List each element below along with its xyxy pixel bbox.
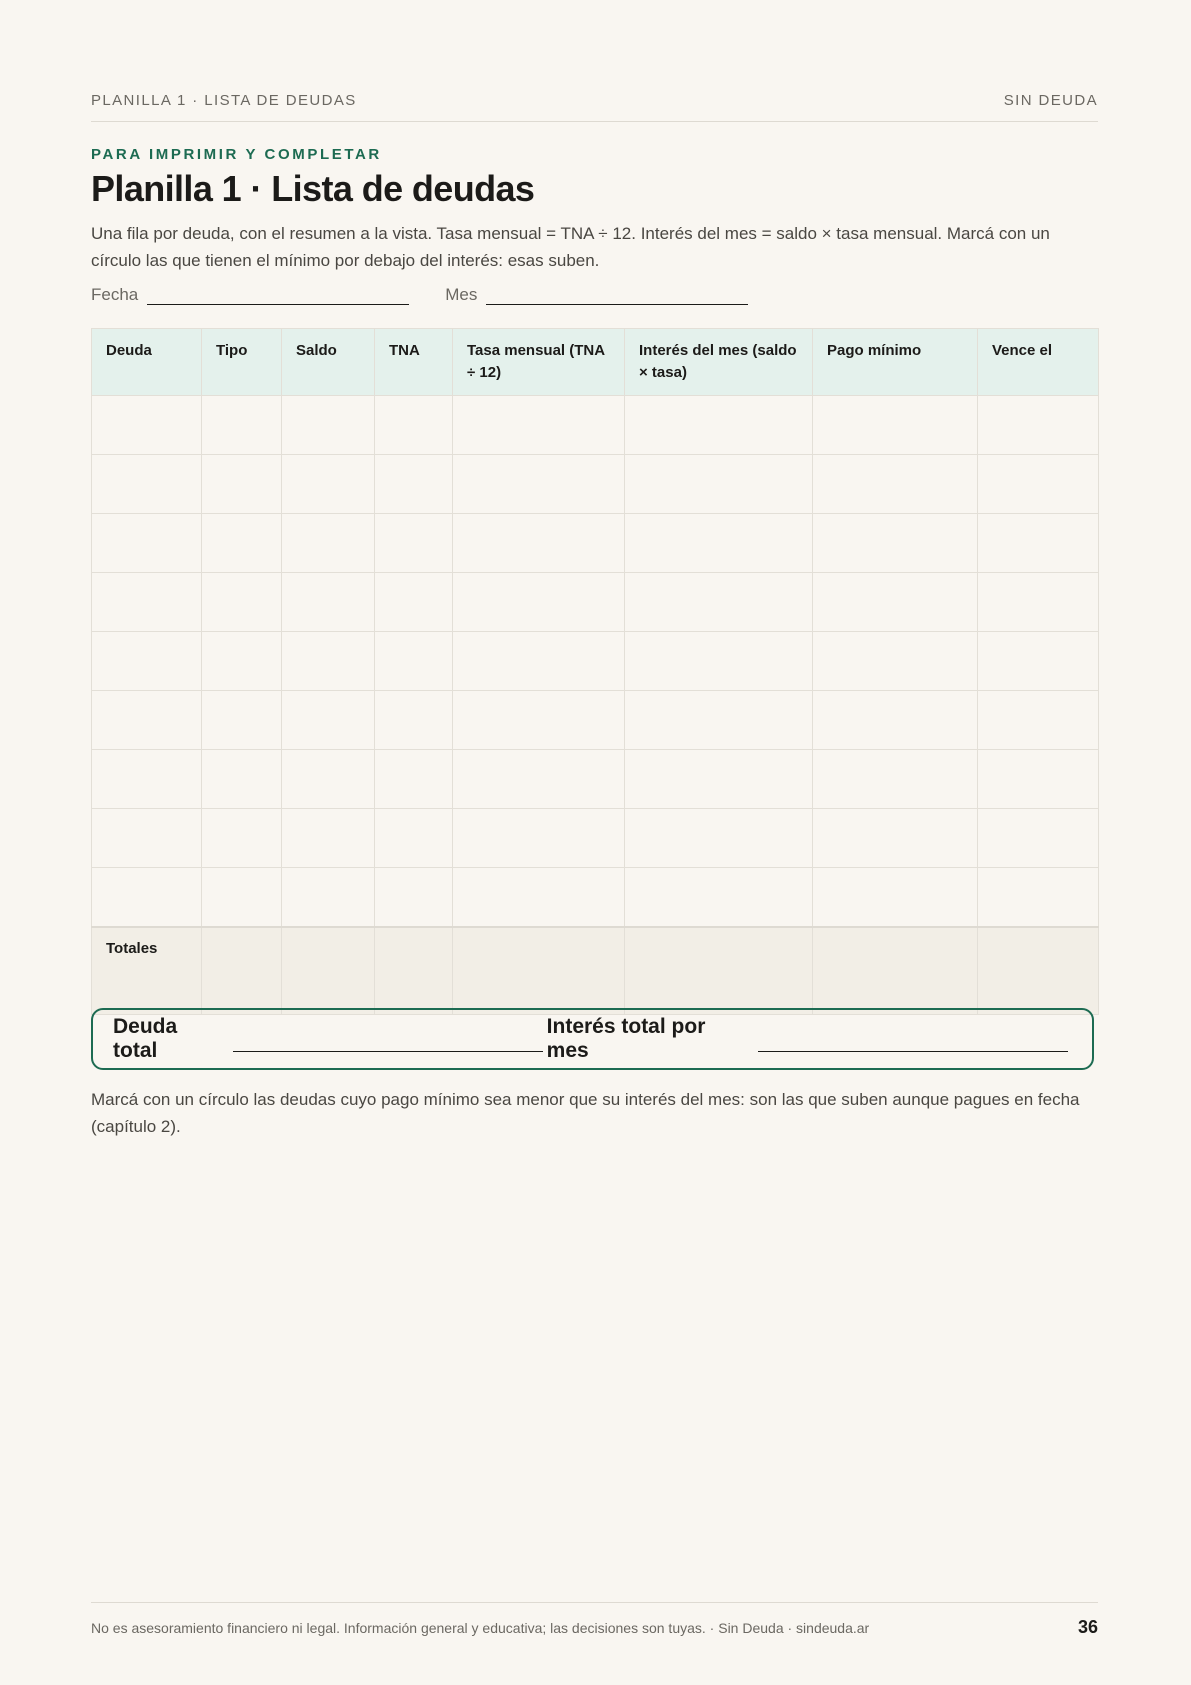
col-header-interes-mes: Interés del mes (saldo × tasa) <box>625 329 813 396</box>
totals-cell[interactable] <box>453 927 625 1015</box>
table-cell[interactable] <box>202 750 282 809</box>
table-cell[interactable] <box>92 691 202 750</box>
table-cell[interactable] <box>282 868 375 928</box>
table-cell[interactable] <box>282 750 375 809</box>
table-row <box>92 750 1099 809</box>
table-cell[interactable] <box>375 455 453 514</box>
table-cell[interactable] <box>453 514 625 573</box>
table-cell[interactable] <box>375 573 453 632</box>
table-cell[interactable] <box>813 809 978 868</box>
table-cell[interactable] <box>375 750 453 809</box>
table-cell[interactable] <box>375 632 453 691</box>
totals-label: Totales <box>92 927 202 1015</box>
table-cell[interactable] <box>625 455 813 514</box>
table-row <box>92 809 1099 868</box>
page <box>91 0 1098 1685</box>
totals-cell[interactable] <box>375 927 453 1015</box>
summary-box <box>91 1008 1094 1070</box>
running-header-left: PLANILLA 1 · LISTA DE DEUDAS <box>91 92 357 109</box>
table-cell[interactable] <box>202 632 282 691</box>
footer-disclaimer: No es asesoramiento financiero ni legal. Información general y educativa; las decisiones son tuyas. · Sin Deuda · sindeuda.ar <box>91 1619 870 1636</box>
table-cell[interactable] <box>813 691 978 750</box>
table-header-row <box>92 329 1099 396</box>
totals-row <box>92 927 1099 1015</box>
table-cell[interactable] <box>978 809 1099 868</box>
table-cell[interactable] <box>813 750 978 809</box>
table-cell[interactable] <box>453 632 625 691</box>
table-body <box>92 396 1099 1015</box>
table-cell[interactable] <box>92 632 202 691</box>
table-cell[interactable] <box>92 573 202 632</box>
table-row <box>92 868 1099 928</box>
intro-text: Una fila por deuda, con el resumen a la vista. Tasa mensual = TNA ÷ 12. Interés del mes = saldo × tasa mensual. Marcá con un círculo las que tienen el mínimo por debajo del interés: esas suben. <box>91 224 1050 270</box>
col-header-pago-minimo: Pago mínimo <box>813 329 978 396</box>
deuda-total-label: Deuda total <box>113 1015 178 1062</box>
table-cell[interactable] <box>625 750 813 809</box>
col-header-deuda: Deuda <box>92 329 202 396</box>
interes-total-label: Interés total por mes <box>546 1015 706 1062</box>
table-cell[interactable] <box>202 573 282 632</box>
table-cell[interactable] <box>375 809 453 868</box>
interes-total-blank[interactable] <box>758 1027 1068 1052</box>
table-cell[interactable] <box>282 809 375 868</box>
col-header-saldo: Saldo <box>282 329 375 396</box>
table-cell[interactable] <box>978 750 1099 809</box>
table-cell[interactable] <box>282 632 375 691</box>
table-cell[interactable] <box>978 514 1099 573</box>
table-row <box>92 691 1099 750</box>
page-number: 36 <box>1077 1617 1098 1637</box>
table-cell[interactable] <box>625 632 813 691</box>
table-cell[interactable] <box>282 455 375 514</box>
running-header <box>91 92 1098 122</box>
table-row <box>92 455 1099 514</box>
table-cell[interactable] <box>813 868 978 928</box>
table-cell[interactable] <box>375 691 453 750</box>
table-cell[interactable] <box>92 809 202 868</box>
table-cell[interactable] <box>282 514 375 573</box>
totals-cell[interactable] <box>625 927 813 1015</box>
debts-table-wrap <box>91 328 1098 1015</box>
table-cell[interactable] <box>282 573 375 632</box>
table-cell[interactable] <box>978 632 1099 691</box>
table-cell[interactable] <box>625 514 813 573</box>
table-cell[interactable] <box>813 573 978 632</box>
table-cell[interactable] <box>978 691 1099 750</box>
table-cell[interactable] <box>375 868 453 928</box>
col-header-vence: Vence el <box>978 329 1099 396</box>
table-cell[interactable] <box>92 455 202 514</box>
table-cell[interactable] <box>813 396 978 455</box>
table-cell[interactable] <box>813 514 978 573</box>
section-kicker: PARA IMPRIMIR Y COMPLETAR <box>91 146 382 163</box>
totals-cell[interactable] <box>202 927 282 1015</box>
mes-label: Mes <box>445 285 478 304</box>
table-cell[interactable] <box>282 396 375 455</box>
fecha-label: Fecha <box>91 285 139 304</box>
fecha-blank[interactable] <box>147 284 409 305</box>
deuda-total-blank[interactable] <box>233 1027 543 1052</box>
table-cell[interactable] <box>92 514 202 573</box>
table-cell[interactable] <box>202 809 282 868</box>
table-cell[interactable] <box>375 396 453 455</box>
table-cell[interactable] <box>813 632 978 691</box>
table-cell[interactable] <box>453 455 625 514</box>
table-cell[interactable] <box>202 691 282 750</box>
table-row <box>92 396 1099 455</box>
table-cell[interactable] <box>92 868 202 928</box>
col-header-tna: TNA <box>375 329 453 396</box>
table-cell[interactable] <box>92 750 202 809</box>
table-cell[interactable] <box>92 396 202 455</box>
table-cell[interactable] <box>202 514 282 573</box>
table-cell[interactable] <box>202 396 282 455</box>
table-cell[interactable] <box>625 809 813 868</box>
table-cell[interactable] <box>978 455 1099 514</box>
table-cell[interactable] <box>202 868 282 928</box>
date-fields <box>91 284 748 305</box>
mes-blank[interactable] <box>486 284 748 305</box>
note-text: Marcá con un círculo las deudas cuyo pago mínimo sea menor que su interés del mes: son las que suben aunque pagues en fecha (capítulo 2). <box>91 1090 1080 1136</box>
running-header-right: SIN DEUDA <box>1003 92 1098 109</box>
page-footer <box>91 1602 1098 1638</box>
table-cell[interactable] <box>282 691 375 750</box>
table-cell[interactable] <box>375 514 453 573</box>
debts-table <box>91 328 1099 1015</box>
col-header-tasa-mensual: Tasa mensual (TNA ÷ 12) <box>453 329 625 396</box>
table-cell[interactable] <box>978 868 1099 928</box>
table-cell[interactable] <box>453 396 625 455</box>
table-row <box>92 573 1099 632</box>
table-cell[interactable] <box>453 573 625 632</box>
table-cell[interactable] <box>202 455 282 514</box>
table-row <box>92 632 1099 691</box>
table-cell[interactable] <box>625 573 813 632</box>
table-cell[interactable] <box>978 396 1099 455</box>
table-cell[interactable] <box>625 396 813 455</box>
table-cell[interactable] <box>453 809 625 868</box>
table-cell[interactable] <box>625 868 813 928</box>
table-cell[interactable] <box>978 573 1099 632</box>
page-title: Planilla 1 · Lista de deudas <box>91 168 535 209</box>
totals-cell[interactable] <box>282 927 375 1015</box>
table-row <box>92 514 1099 573</box>
totals-cell[interactable] <box>813 927 978 1015</box>
table-cell[interactable] <box>625 691 813 750</box>
table-cell[interactable] <box>453 750 625 809</box>
table-cell[interactable] <box>453 868 625 928</box>
totals-cell[interactable] <box>978 927 1099 1015</box>
table-cell[interactable] <box>813 455 978 514</box>
col-header-tipo: Tipo <box>202 329 282 396</box>
table-cell[interactable] <box>453 691 625 750</box>
